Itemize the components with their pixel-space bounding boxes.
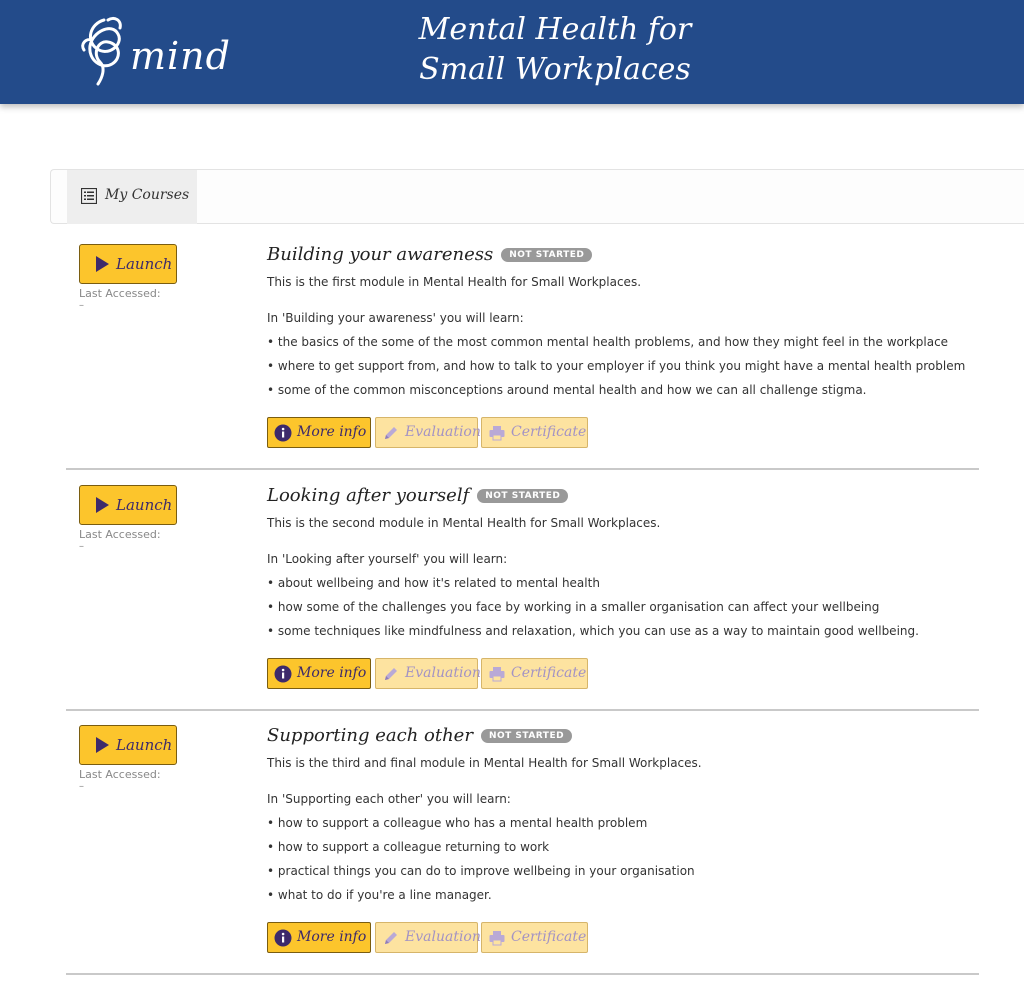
mind-logo[interactable] xyxy=(78,14,248,86)
logo-text: mind xyxy=(130,34,231,78)
certificate-button[interactable] xyxy=(481,658,588,689)
tab-my-courses[interactable] xyxy=(67,170,197,224)
evaluation-button[interactable] xyxy=(375,658,481,689)
learn-point: • how some of the challenges you face by working in a smaller organisation can affect your wellbeing xyxy=(267,600,880,614)
last-accessed-value: – xyxy=(79,541,84,552)
evaluation-button[interactable] xyxy=(375,922,481,953)
certificate-button[interactable] xyxy=(481,922,588,953)
status-badge: NOT STARTED xyxy=(501,248,592,262)
learn-heading: In 'Looking after yourself' you will learn: xyxy=(267,552,508,566)
more-info-button[interactable] xyxy=(267,417,371,448)
play-icon xyxy=(96,737,109,753)
site-title-line2: Small Workplaces xyxy=(419,52,691,87)
launch-button[interactable] xyxy=(79,725,177,765)
learn-heading: In 'Building your awareness' you will learn: xyxy=(267,311,524,325)
learn-point: • how to support a colleague who has a mental health problem xyxy=(267,816,648,830)
site-title-line1: Mental Health for xyxy=(418,12,692,47)
more-info-button[interactable] xyxy=(267,922,371,953)
status-badge: NOT STARTED xyxy=(481,729,572,743)
pencil-icon xyxy=(382,665,400,683)
module-title-text: Supporting each other xyxy=(267,725,473,746)
play-icon xyxy=(96,497,109,513)
scribble-icon xyxy=(78,14,134,86)
learn-point: • practical things you can do to improve wellbeing in your organisation xyxy=(267,864,695,878)
learn-point: • the basics of the some of the most common mental health problems, and how they might feel in the workplace xyxy=(267,335,949,349)
learn-point: • what to do if you're a line manager. xyxy=(267,888,492,902)
more-info-label: More info xyxy=(297,424,367,440)
more-info-label: More info xyxy=(297,929,367,945)
evaluation-label: Evaluation xyxy=(405,665,481,681)
learn-point: • how to support a colleague returning to work xyxy=(267,840,550,854)
module-title-text: Looking after yourself xyxy=(267,485,470,506)
more-info-button[interactable] xyxy=(267,658,371,689)
evaluation-label: Evaluation xyxy=(405,929,481,945)
module-title xyxy=(267,485,568,506)
pencil-icon xyxy=(382,424,400,442)
info-icon xyxy=(274,665,292,683)
evaluation-button[interactable] xyxy=(375,417,481,448)
module-card xyxy=(66,725,979,975)
last-accessed-label: Last Accessed: xyxy=(79,768,161,781)
printer-icon xyxy=(488,424,506,442)
module-card xyxy=(66,485,979,711)
launch-label: Launch xyxy=(116,736,173,754)
tab-bar xyxy=(50,169,1024,224)
launch-button[interactable] xyxy=(79,244,177,284)
site-title xyxy=(360,10,750,90)
info-icon xyxy=(274,424,292,442)
last-accessed-label: Last Accessed: xyxy=(79,287,161,300)
learn-point: • some of the common misconceptions around mental health and how we can all challenge stigma. xyxy=(267,383,867,397)
module-intro: This is the first module in Mental Health for Small Workplaces. xyxy=(267,275,642,289)
play-icon xyxy=(96,256,109,272)
printer-icon xyxy=(488,665,506,683)
certificate-label: Certificate xyxy=(511,665,587,681)
module-intro: This is the third and final module in Mental Health for Small Workplaces. xyxy=(267,756,702,770)
learn-point: • some techniques like mindfulness and relaxation, which you can use as a way to maintain good wellbeing. xyxy=(267,624,919,638)
printer-icon xyxy=(488,929,506,947)
tab-label: My Courses xyxy=(105,187,190,203)
evaluation-label: Evaluation xyxy=(405,424,481,440)
launch-button[interactable] xyxy=(79,485,177,525)
module-title-text: Building your awareness xyxy=(267,244,494,265)
certificate-label: Certificate xyxy=(511,929,587,945)
certificate-button[interactable] xyxy=(481,417,588,448)
more-info-label: More info xyxy=(297,665,367,681)
certificate-label: Certificate xyxy=(511,424,587,440)
list-icon xyxy=(81,188,97,204)
module-intro: This is the second module in Mental Health for Small Workplaces. xyxy=(267,516,661,530)
learn-point: • where to get support from, and how to talk to your employer if you think you might have a mental health problem xyxy=(267,359,966,373)
module-card xyxy=(66,244,979,470)
launch-label: Launch xyxy=(116,496,173,514)
last-accessed-value: – xyxy=(79,300,84,311)
module-title xyxy=(267,244,592,265)
module-title xyxy=(267,725,572,746)
learn-heading: In 'Supporting each other' you will learn: xyxy=(267,792,511,806)
learn-point: • about wellbeing and how it's related to mental health xyxy=(267,576,600,590)
pencil-icon xyxy=(382,929,400,947)
last-accessed-value: – xyxy=(79,781,84,792)
last-accessed-label: Last Accessed: xyxy=(79,528,161,541)
launch-label: Launch xyxy=(116,255,173,273)
status-badge: NOT STARTED xyxy=(477,489,568,503)
info-icon xyxy=(274,929,292,947)
site-header xyxy=(0,0,1024,104)
